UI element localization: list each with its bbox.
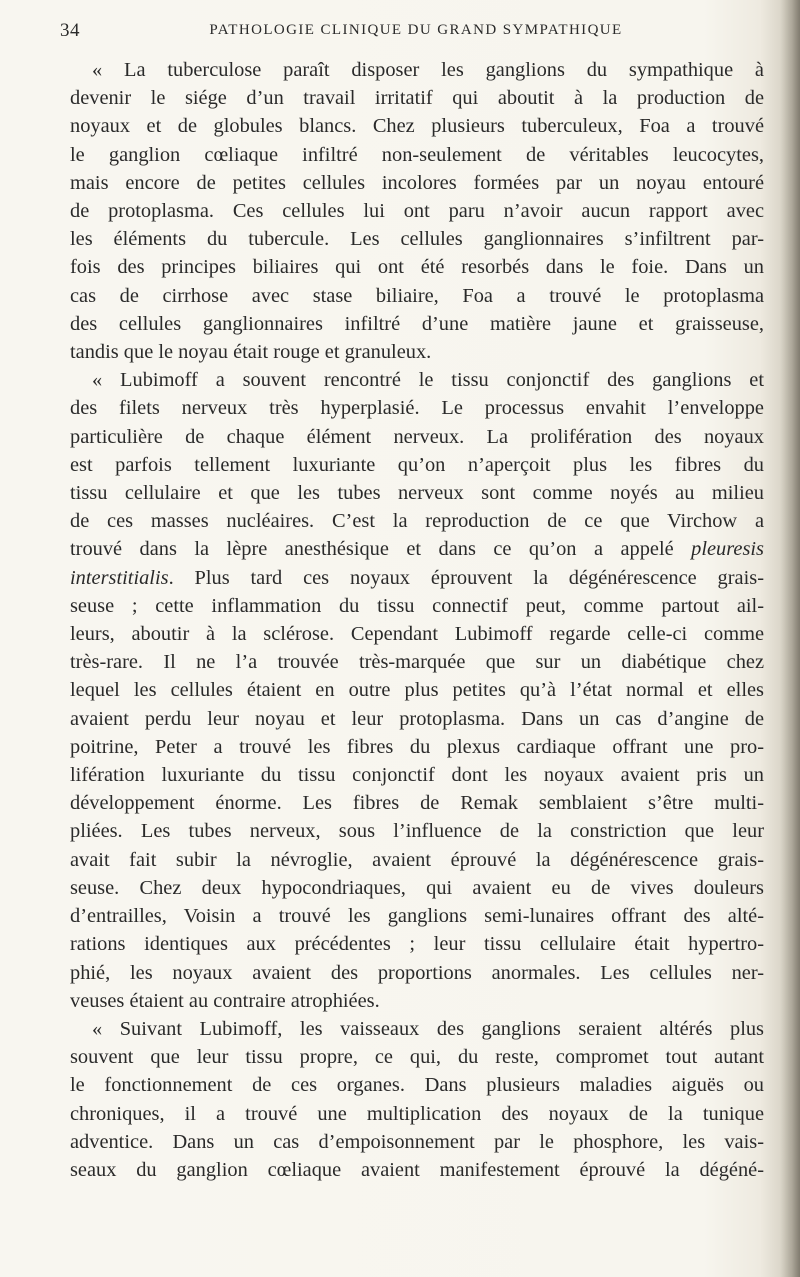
text-line: le fonctionnement de ces organes. Dans plusieurs maladies aiguës ou	[70, 1074, 764, 1097]
italic-term: interstitialis	[70, 566, 169, 589]
text-line: le ganglion cœliaque infiltré non-seulement de véritables leucocytes,	[70, 143, 764, 166]
text-line: avait fait subir la névroglie, avaient éprouvé la dégénérescence grais-	[70, 848, 764, 871]
text-line: chroniques, il a trouvé une multiplication des noyaux de la tunique	[70, 1102, 764, 1125]
text-line: est parfois tellement luxuriante qu’on n’aperçoit plus les fibres du	[70, 453, 764, 476]
text-line-with-italic	[70, 535, 764, 563]
text-line: fois des principes biliaires qui ont été resorbés dans le foie. Dans un	[70, 256, 764, 279]
page-binding-shadow	[780, 0, 800, 1277]
text-line: développement énorme. Les fibres de Remak semblaient s’être multi-	[70, 792, 764, 815]
text-line: seuse ; cette inflammation du tissu connectif peut, comme partout ail-	[70, 594, 764, 617]
text-line: particulière de chaque élément nerveux. La prolifération des noyaux	[70, 425, 764, 448]
text-line: des cellules ganglionnaires infiltré d’une matière jaune et graisseuse,	[70, 312, 764, 335]
text-line: avaient perdu leur noyau et leur protoplasma. Dans un cas d’angine de	[70, 707, 764, 730]
text-line: phié, les noyaux avaient des proportions anormales. Les cellules ner-	[70, 961, 764, 984]
paragraph-3	[70, 1015, 764, 1184]
text-line: noyaux et de globules blancs. Chez plusieurs tuberculeux, Foa a trouvé	[70, 115, 764, 138]
text-line: lifération luxuriante du tissu conjonctif dont les noyaux avaient pris un	[70, 764, 764, 787]
text-line: les éléments du tubercule. Les cellules ganglionnaires s’infiltrent par-	[70, 228, 764, 251]
page-header	[60, 20, 772, 48]
text-line: seaux du ganglion cœliaque avaient manifestement éprouvé la dégéné-	[70, 1158, 764, 1181]
text-line: des filets nerveux très hyperplasié. Le processus envahit l’enveloppe	[70, 397, 764, 420]
text-line: tandis que le noyau était rouge et granuleux.	[70, 341, 432, 364]
body-text	[70, 56, 764, 1184]
text-line: adventice. Dans un cas d’empoisonnement par le phosphore, les vais-	[70, 1130, 764, 1153]
text-line: rations identiques aux précédentes ; leur tissu cellulaire était hypertro-	[70, 933, 764, 956]
text-fragment: . Plus tard ces noyaux éprouvent la dégénérescence grais-	[168, 566, 764, 589]
text-line-with-italic	[70, 564, 764, 592]
italic-term: pleuresis	[691, 538, 764, 561]
paragraph-1	[70, 56, 764, 366]
text-line: d’entrailles, Voisin a trouvé les ganglions semi-lunaires offrant des alté-	[70, 905, 764, 928]
text-line: veuses étaient au contraire atrophiées.	[70, 989, 380, 1012]
text-line: seuse. Chez deux hypocondriaques, qui avaient eu de vives douleurs	[70, 876, 764, 899]
text-line: tissu cellulaire et que les tubes nerveux sont comme noyés au milieu	[70, 482, 764, 505]
text-line: pliées. Les tubes nerveux, sous l’influence de la constriction que leur	[70, 820, 764, 843]
text-line: « Suivant Lubimoff, les vaisseaux des ganglions seraient altérés plus	[92, 1017, 764, 1040]
text-line: « La tuberculose paraît disposer les ganglions du sympathique à	[92, 59, 764, 81]
text-line: devenir le siége d’un travail irritatif qui aboutit à la production de	[70, 87, 764, 110]
page-number: 34	[60, 20, 80, 41]
text-line: lequel les cellules étaient en outre plus petites qu’à l’état normal et elles	[70, 679, 764, 702]
text-line: très-rare. Il ne l’a trouvée très-marquée que sur un diabétique chez	[70, 651, 764, 674]
text-line: souvent que leur tissu propre, ce qui, du reste, compromet tout autant	[70, 1046, 764, 1069]
text-line: de protoplasma. Ces cellules lui ont paru n’avoir aucun rapport avec	[70, 200, 764, 223]
text-line: poitrine, Peter a trouvé les fibres du plexus cardiaque offrant une pro-	[70, 735, 764, 758]
text-line: « Lubimoff a souvent rencontré le tissu conjonctif des ganglions et	[92, 369, 764, 392]
text-line: de ces masses nucléaires. C’est la reproduction de ce que Virchow a	[70, 510, 764, 533]
text-line: cas de cirrhose avec stase biliaire, Foa a trouvé le protoplasma	[70, 284, 764, 307]
text-line: leurs, aboutir à la sclérose. Cependant Lubimoff regarde celle-ci comme	[70, 623, 764, 646]
text-fragment: trouvé dans la lèpre anesthésique et dans ce qu’on a appelé	[70, 538, 692, 561]
text-line: mais encore de petites cellules incolores formées par un noyau entouré	[70, 171, 764, 194]
running-head: PATHOLOGIE CLINIQUE DU GRAND SYMPATHIQUE	[209, 22, 623, 38]
paragraph-2	[70, 366, 764, 1015]
